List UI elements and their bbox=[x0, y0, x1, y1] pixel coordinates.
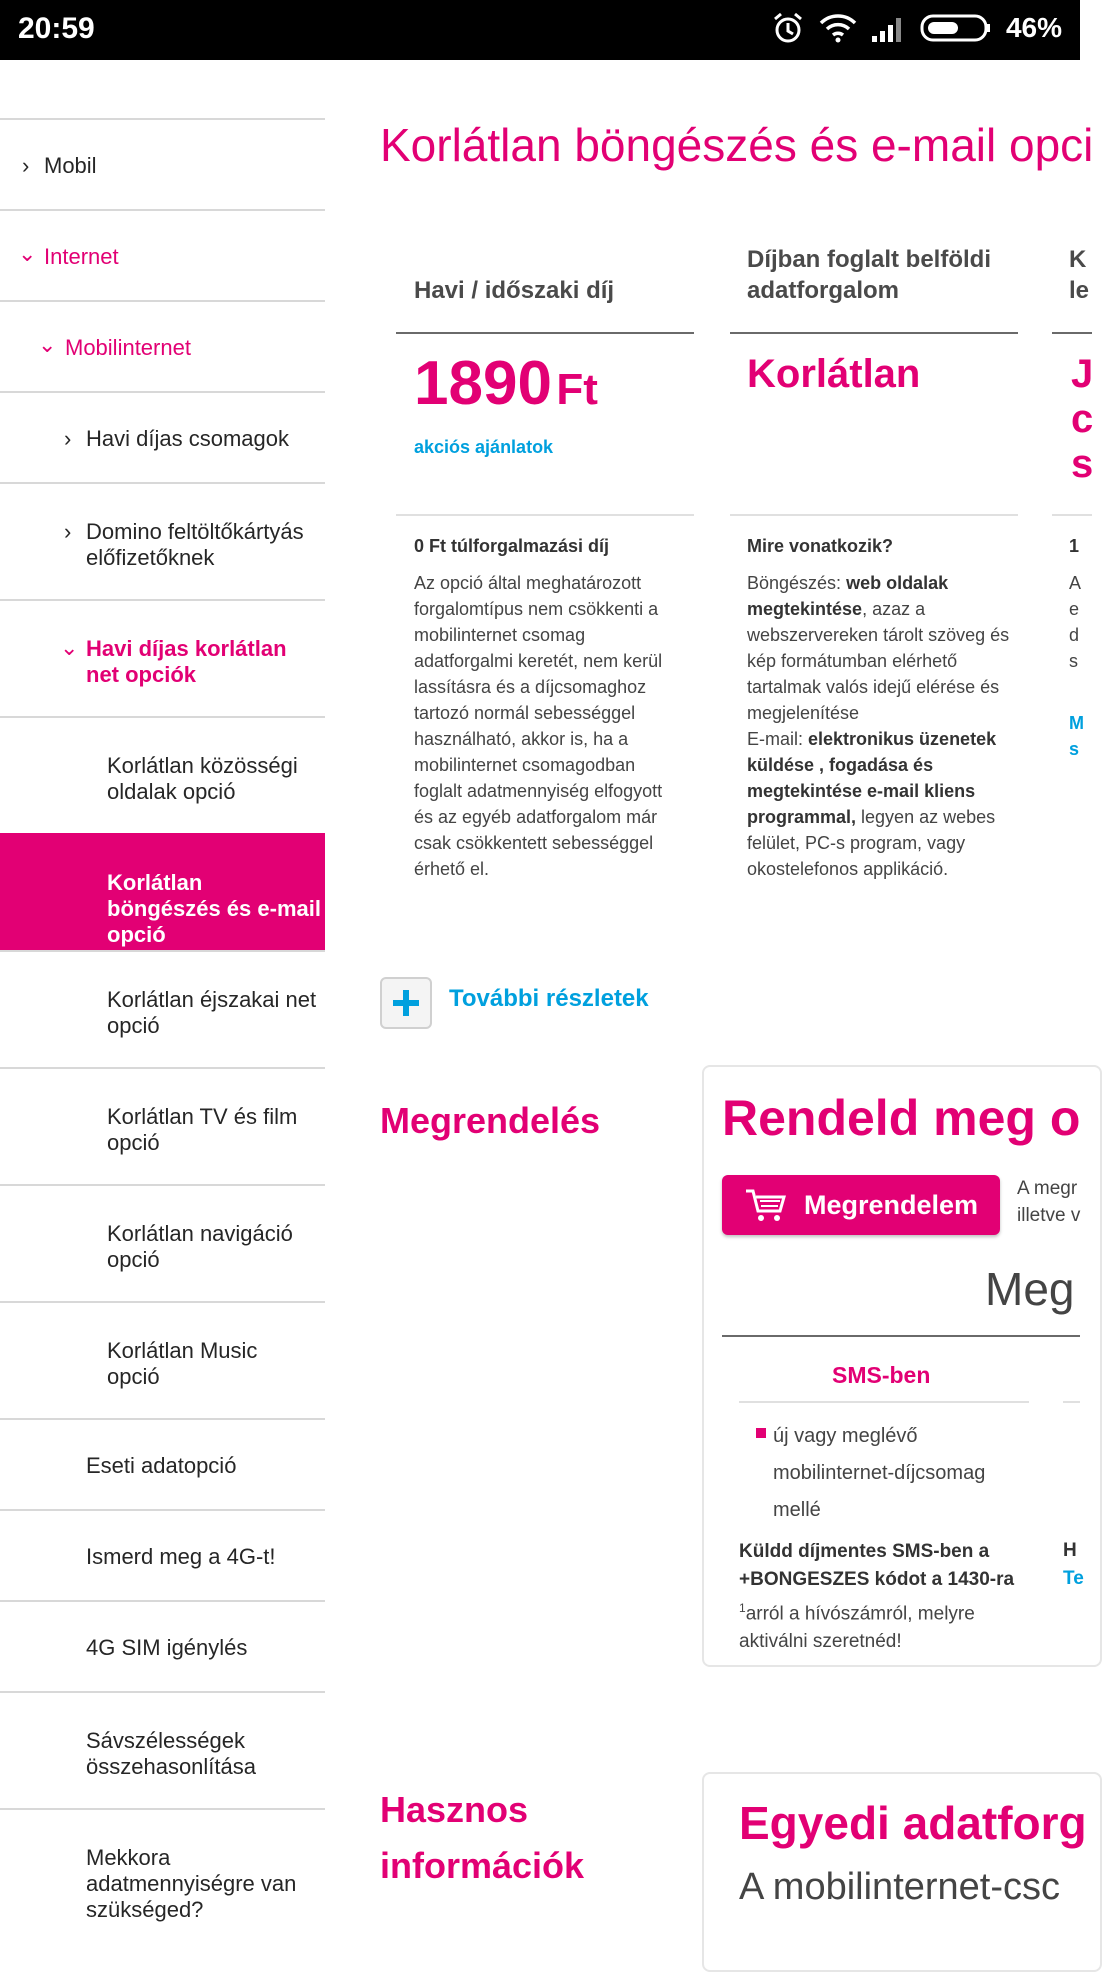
order-note-partial: A megr illetve v bbox=[1017, 1178, 1081, 1226]
divider bbox=[739, 1401, 1029, 1403]
sidebar-item-mobilinternet[interactable]: ⌄ Mobilinternet bbox=[0, 300, 325, 392]
column-value-partial: J c s bbox=[1071, 352, 1094, 486]
chevron-down-icon: ⌄ bbox=[18, 241, 37, 266]
shopping-cart-icon bbox=[744, 1187, 788, 1223]
applies-to-description: Böngészés: web oldalak megtekintése, azaz a webszervereken tárolt szöveg és kép formátumban elérhető tartalmak valós idejű elérése és megjelenítése E-mail: elektronikus üzenetek küldése , fogadása és megtekintése e-mail kliens programmal, legyen az webes felület, PC-s program, vagy okostelefonos applikáció. bbox=[747, 573, 1010, 879]
sidebar-item-4g-sim[interactable]: 4G SIM igénylés bbox=[0, 1600, 325, 1692]
column-header-data: Díjban foglalt belföldi adatforgalom bbox=[747, 246, 991, 304]
divider bbox=[1052, 514, 1092, 516]
right-link-partial[interactable]: Te bbox=[1063, 1568, 1084, 1589]
chevron-right-icon: › bbox=[64, 519, 72, 544]
sidebar-item-kozossegi[interactable]: Korlátlan közösségi oldalak opció bbox=[0, 716, 325, 834]
sms-instructions: Küldd díjmentes SMS-ben a +BONGESZES kódot a 1430-ra $^1$arról a hívószámról, melyre aktiválni szeretnéd! bbox=[739, 1541, 1015, 1653]
divider bbox=[396, 332, 694, 334]
promo-offers-link[interactable]: akciós ajánlatok bbox=[414, 437, 554, 457]
wifi-icon bbox=[820, 10, 856, 46]
sidebar-item-mobil[interactable]: › Mobil bbox=[0, 118, 325, 210]
sms-condition: új vagy meglévő mobilinternet-díjcsomag mellé bbox=[773, 1425, 986, 1521]
order-button[interactable] bbox=[722, 1175, 1000, 1235]
chevron-right-icon: › bbox=[22, 153, 30, 178]
right-column-partial: H bbox=[1063, 1540, 1077, 1561]
sidebar-item-internet[interactable]: ⌄ Internet bbox=[0, 209, 325, 301]
sidebar-item-ejszakai[interactable]: Korlátlan éjszakai net opció bbox=[0, 950, 325, 1068]
more-details-link[interactable]: További részletek bbox=[449, 985, 649, 1012]
order-card-title: Rendeld meg o bbox=[722, 1090, 1081, 1146]
chevron-down-icon: ⌄ bbox=[38, 332, 57, 357]
battery-percent: 46% bbox=[1005, 12, 1062, 43]
divider bbox=[722, 1335, 1080, 1337]
applies-to-heading: Mire vonatkozik? bbox=[747, 536, 894, 556]
price-value: 1890 bbox=[414, 349, 552, 418]
sidebar-item-eseti[interactable]: Eseti adatopció bbox=[0, 1418, 325, 1510]
sidebar-item-domino[interactable]: › Domino feltöltőkártyás előfizetőknek bbox=[0, 482, 325, 600]
sidebar-item-music[interactable]: Korlátlan Music opció bbox=[0, 1301, 325, 1419]
status-time: 20:59 bbox=[18, 12, 95, 45]
divider bbox=[730, 332, 1018, 334]
sidebar-item-tv-film[interactable]: Korlátlan TV és film opció bbox=[0, 1067, 325, 1185]
column-header-fee: Havi / időszaki díj bbox=[414, 277, 615, 304]
useful-info-title: Hasznos információk bbox=[380, 1789, 585, 1886]
sidebar-item-4g[interactable]: Ismerd meg a 4G-t! bbox=[0, 1509, 325, 1601]
battery-icon bbox=[920, 13, 992, 43]
sidebar-item-havi-dijas-korlatlan[interactable]: ⌄ Havi díjas korlátlan net opciók bbox=[0, 599, 325, 717]
status-bar bbox=[0, 0, 1080, 60]
plus-icon bbox=[391, 988, 421, 1018]
fee-description: Az opció által meghatározott forgalomtípus nem csökkenti a mobilinternet csomag adatforgalmi keretét, nem kerül lassításra és a díjcsomaghoz tartozó normál sebességgel használható, akkor is, ha a mobilinternet csomagodban foglalt adatmennyiség elfogyott és az egyéb adatforgalom már csak csökkentett sebességgel érhető el. bbox=[414, 573, 663, 879]
expand-button[interactable] bbox=[380, 977, 432, 1029]
divider bbox=[1063, 1401, 1080, 1403]
sidebar-item-savszelesseg[interactable]: Sávszélességek összehasonlítása bbox=[0, 1691, 325, 1809]
order-section-title: Megrendelés bbox=[380, 1100, 601, 1141]
sms-heading: SMS-ben bbox=[832, 1362, 931, 1388]
order-button-label: Megrendelem bbox=[804, 1189, 979, 1220]
data-allowance-value: Korlátlan bbox=[747, 352, 921, 396]
signal-icon bbox=[870, 10, 906, 46]
column-header-partial: K le bbox=[1069, 246, 1090, 304]
divider bbox=[1052, 332, 1092, 334]
overage-fee-heading: 0 Ft túlforgalmazási díj bbox=[414, 536, 610, 556]
divider bbox=[730, 514, 1018, 516]
sidebar-item-havi-dijas-csomagok[interactable]: › Havi díjas csomagok bbox=[0, 391, 325, 483]
page-title: Korlátlan böngészés és e-mail opci bbox=[380, 119, 1094, 171]
useful-card-title: Egyedi adatforg bbox=[739, 1797, 1087, 1849]
order-methods-heading: Meg bbox=[985, 1263, 1075, 1315]
price-currency: Ft bbox=[556, 365, 598, 414]
alarm-icon bbox=[770, 10, 806, 46]
column-subheading-partial: 1 bbox=[1069, 536, 1080, 556]
column-body-partial: A e d s bbox=[1069, 573, 1082, 671]
useful-card-subtitle: A mobilinternet-csc bbox=[739, 1866, 1061, 1908]
chevron-right-icon: › bbox=[64, 426, 72, 451]
sidebar-item-adatmennyiseg[interactable]: Mekkora adatmennyiségre van szükséged? bbox=[0, 1808, 325, 1938]
bullet-marker bbox=[756, 1428, 766, 1438]
price bbox=[414, 348, 598, 419]
sidebar-item-navigacio[interactable]: Korlátlan navigáció opció bbox=[0, 1184, 325, 1302]
chevron-down-icon: ⌄ bbox=[60, 635, 79, 660]
divider bbox=[396, 514, 694, 516]
sidebar-item-bongeszes[interactable]: Korlátlan böngészés és e-mail opció bbox=[0, 833, 325, 951]
column-link-partial[interactable]: M s bbox=[1069, 713, 1084, 759]
